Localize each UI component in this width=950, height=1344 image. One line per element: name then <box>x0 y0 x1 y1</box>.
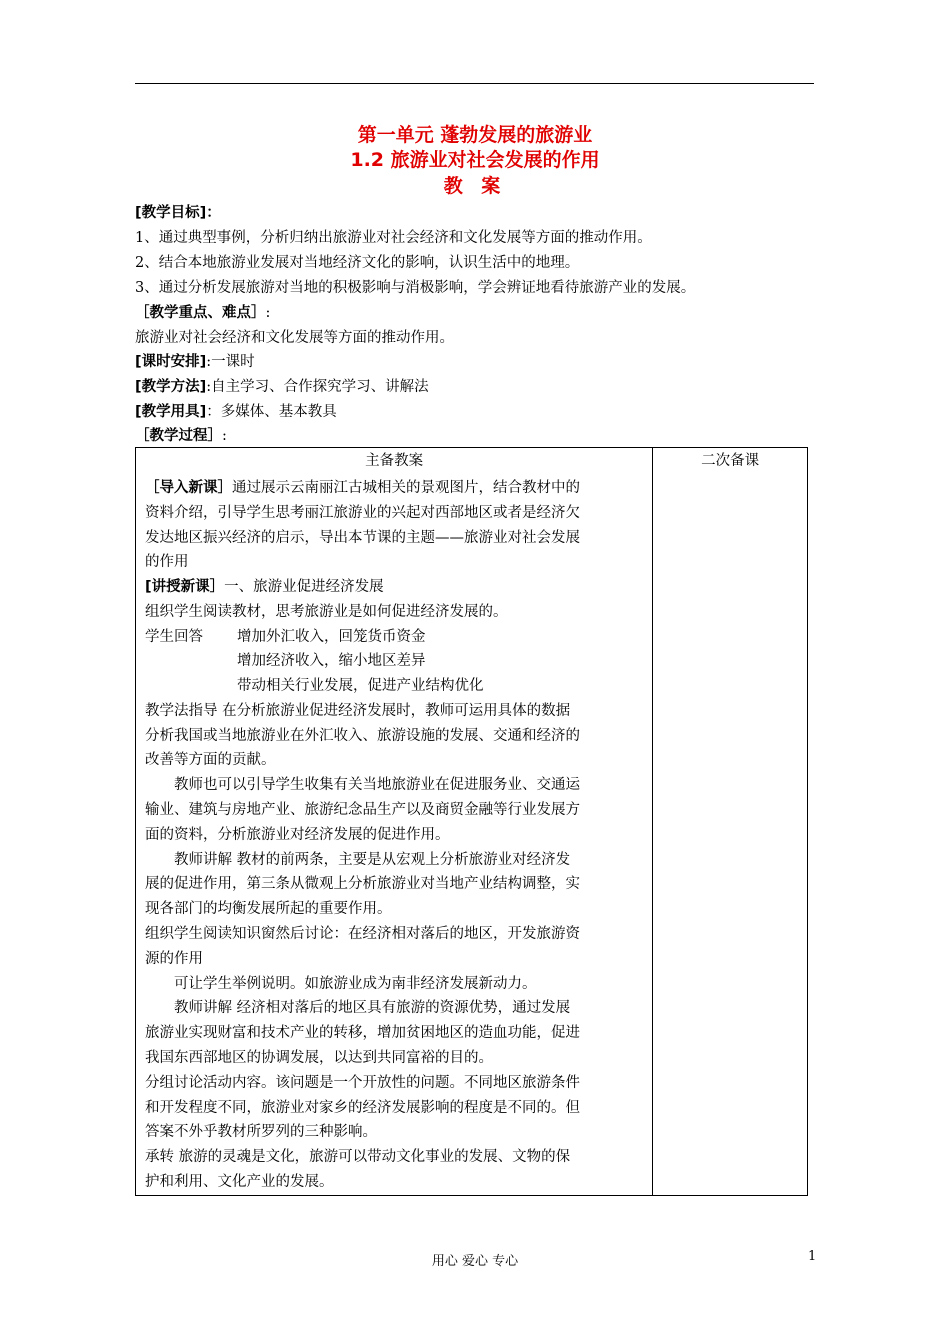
group-line: 分组讨论活动内容。该问题是一个开放性的问题。不同地区旅游条件 <box>145 1075 580 1091</box>
key-points-row <box>135 303 270 323</box>
schedule-row <box>135 352 255 372</box>
secondary-plan-cell <box>653 448 808 1196</box>
intro-text: 通过展示云南丽江古城相关的景观图片，结合教材中的 <box>232 480 580 496</box>
discuss-line: 源的作用 <box>145 951 203 967</box>
process-heading: ［教学过程］ <box>135 428 222 444</box>
page-number: 1 <box>808 1249 817 1264</box>
group-line: 和开发程度不同，旅游业对家乡的经济发展影响的程度是不同的。但 <box>145 1100 580 1116</box>
explain2-line: 旅游业实现财富和技术产业的转移，增加贫困地区的造血功能，促进 <box>145 1025 580 1041</box>
header-rule <box>135 83 814 84</box>
explain-line: 教师讲解 教材的前两条，主要是从宏观上分析旅游业对经济发 <box>174 852 571 868</box>
explain2-line: 我国东西部地区的协调发展，以达到共同富裕的目的。 <box>145 1050 493 1066</box>
schedule-text: :一课时 <box>206 354 255 370</box>
key-points-text: 旅游业对社会经济和文化发展等方面的推动作用。 <box>135 330 454 346</box>
intro-tag: ［导入新课］ <box>145 480 232 496</box>
teach-tag: [讲授新课］ <box>145 579 225 595</box>
transition-line: 承转 旅游的灵魂是文化，旅游可以带动文化事业的发展、文物的保 <box>145 1149 571 1165</box>
tools-row <box>135 402 337 422</box>
guide2-line: 教师也可以引导学生收集有关当地旅游业在促进服务业、交通运 <box>174 777 580 793</box>
schedule-heading: [课时安排] <box>135 354 207 370</box>
key-points-colon: : <box>265 305 271 321</box>
main-plan-header: 主备教案 <box>365 453 424 469</box>
answer-item: 增加外汇收入，回笼货币资金 <box>237 629 426 645</box>
explain2-line: 教师讲解 经济相对落后的地区具有旅游的资源优势，通过发展 <box>174 1000 571 1016</box>
guide2-line: 面的资料，分析旅游业对经济发展的促进作用。 <box>145 827 450 843</box>
method-heading: [教学方法] <box>135 379 207 395</box>
unit-title: 第一单元 蓬勃发展的旅游业 <box>357 124 593 146</box>
doc-type-title: 教 案 <box>443 175 507 197</box>
secondary-plan-header: 二次备课 <box>701 453 760 469</box>
guide2-line: 输业、建筑与房地产业、旅游纪念品生产以及商贸金融等行业发展方 <box>145 802 580 818</box>
process-text: : <box>222 428 227 444</box>
group-line: 答案不外乎教材所罗列的三种影响。 <box>145 1124 377 1140</box>
intro-line: 资料介绍，引导学生思考丽江旅游业的兴起对西部地区或者是经济欠 <box>145 505 580 521</box>
answer-label: 学生回答 <box>145 629 203 645</box>
guide-line: 改善等方面的贡献。 <box>145 752 276 768</box>
footer-motto: 用心 爱心 专心 <box>431 1254 519 1269</box>
discuss-line: 组织学生阅读知识窗然后讨论：在经济相对落后的地区，开发旅游资 <box>145 926 580 942</box>
guide-line: 分析我国或当地旅游业在外汇收入、旅游设施的发展、交通和经济的 <box>145 728 580 744</box>
objectives-heading: [教学目标]： <box>135 205 221 221</box>
lesson-title: 1.2 旅游业对社会发展的作用 <box>350 149 600 171</box>
lesson-plan-table <box>135 447 808 1196</box>
task-line: 组织学生阅读教材，思考旅游业是如何促进经济发展的。 <box>145 604 508 620</box>
method-text: :自主学习、合作探究学习、讲解法 <box>206 379 429 395</box>
explain-line: 现各部门的均衡发展所起的重要作用。 <box>145 901 392 917</box>
method-row <box>135 377 429 397</box>
explain-line: 展的促进作用，第三条从微观上分析旅游业对当地产业结构调整，实 <box>145 876 580 892</box>
teach-line <box>145 577 384 597</box>
guide-line: 教学法指导 在分析旅游业促进经济发展时，教师可运用具体的数据 <box>145 703 571 719</box>
key-points-heading: ［教学重点、难点］ <box>135 305 266 321</box>
intro-line: 的作用 <box>145 554 189 570</box>
intro-line: 发达地区振兴经济的启示，导出本节课的主题——旅游业对社会发展 <box>145 530 580 546</box>
objective-item: 1、通过典型事例，分析归纳出旅游业对社会经济和文化发展等方面的推动作用。 <box>135 230 652 246</box>
objective-item: 2、结合本地旅游业发展对当地经济文化的影响，认识生活中的地理。 <box>135 255 580 271</box>
tools-text: ：多媒体、基本教具 <box>206 404 337 420</box>
answer-item: 带动相关行业发展，促进产业结构优化 <box>237 678 484 694</box>
teach-title: 一、旅游业促进经济发展 <box>224 579 384 595</box>
objective-item: 3、通过分析发展旅游对当地的积极影响与消极影响，学会辨证地看待旅游产业的发展。 <box>135 280 696 296</box>
process-row <box>135 426 227 446</box>
main-plan-cell <box>136 448 653 1196</box>
answer-item: 增加经济收入，缩小地区差异 <box>237 653 426 669</box>
transition-line: 护和利用、文化产业的发展。 <box>145 1174 334 1190</box>
intro-line <box>145 478 580 498</box>
example-line: 可让学生举例说明。如旅游业成为南非经济发展新动力。 <box>174 976 537 992</box>
tools-heading: [教学用具] <box>135 404 207 420</box>
